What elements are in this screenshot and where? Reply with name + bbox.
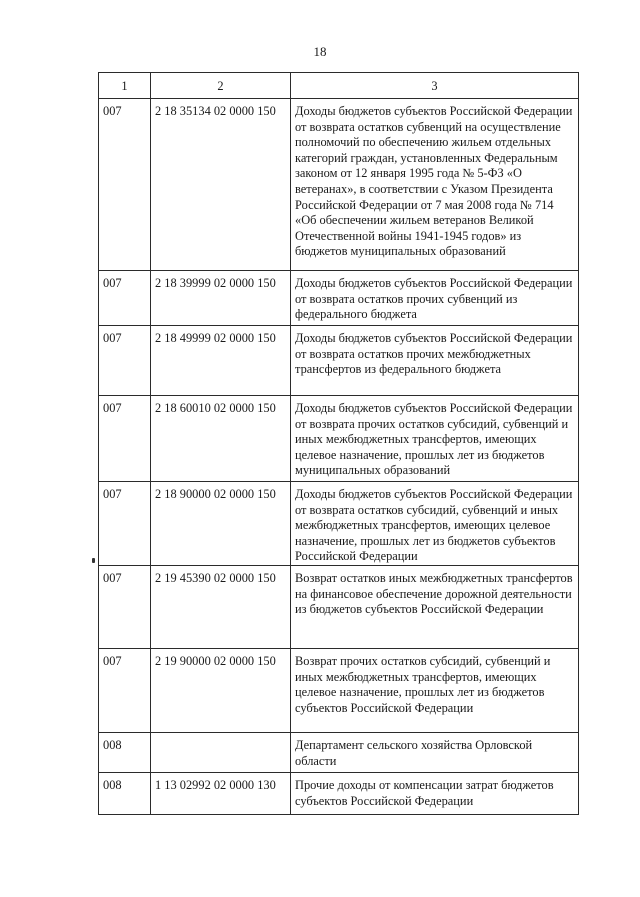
admin-code-cell: 007 xyxy=(99,271,151,326)
income-name-cell: Прочие доходы от компенсации затрат бюджетов субъектов Российской Федерации xyxy=(291,772,579,814)
budget-codes-table xyxy=(98,72,579,815)
column-header-2: 2 xyxy=(151,73,291,99)
budget-code-cell: 2 18 90000 02 0000 150 xyxy=(151,482,291,566)
budget-code-cell: 2 18 49999 02 0000 150 xyxy=(151,326,291,396)
table-row xyxy=(99,772,579,814)
admin-code-cell: 007 xyxy=(99,648,151,732)
table-row xyxy=(99,99,579,271)
budget-code-cell: 2 19 45390 02 0000 150 xyxy=(151,565,291,648)
admin-code-cell: 007 xyxy=(99,326,151,396)
income-name-cell: Доходы бюджетов субъектов Российской Федерации от возврата остатков прочих межбюджетных трансфертов из федерального бюджета xyxy=(291,326,579,396)
scan-mark xyxy=(92,558,95,563)
column-header-3: 3 xyxy=(291,73,579,99)
budget-code-cell xyxy=(151,732,291,772)
admin-code-cell: 008 xyxy=(99,772,151,814)
table-row xyxy=(99,565,579,648)
page-number: 18 xyxy=(313,44,327,59)
admin-code-cell: 007 xyxy=(99,482,151,566)
budget-code-cell: 2 18 35134 02 0000 150 xyxy=(151,99,291,271)
income-name-cell: Доходы бюджетов субъектов Российской Федерации от возврата прочих остатков субсидий, субвенций и иных межбюджетных трансфертов, имеющих целевое назначение, прошлых лет из бюджетов муниципальных образований xyxy=(291,396,579,482)
column-header-1: 1 xyxy=(99,73,151,99)
table-row xyxy=(99,271,579,326)
income-name-cell: Доходы бюджетов субъектов Российской Федерации от возврата остатков субвенций на осуществление полномочий по обеспечению жильем отдельных категорий граждан, установленных Федеральным законом от 12 января 1995 года № 5-ФЗ «О ветеранах», в соответствии с Указом Президента Российской Федерации от 7 мая 2008 года № 714 «Об обеспечении жильем ветеранов Великой Отечественной войны 1941-1945 годов» из бюджетов муниципальных образований xyxy=(291,99,579,271)
table-row xyxy=(99,326,579,396)
table-row xyxy=(99,648,579,732)
income-name-cell: Возврат остатков иных межбюджетных трансфертов на финансовое обеспечение дорожной деятельности из бюджетов субъектов Российской Федерации xyxy=(291,565,579,648)
budget-code-cell: 2 18 60010 02 0000 150 xyxy=(151,396,291,482)
income-name-cell: Возврат прочих остатков субсидий, субвенций и иных межбюджетных трансфертов, имеющих целевое назначение, прошлых лет из бюджетов субъектов Российской Федерации xyxy=(291,648,579,732)
income-name-cell: Доходы бюджетов субъектов Российской Федерации от возврата остатков субсидий, субвенций и иных межбюджетных трансфертов, имеющих целевое назначение, прошлых лет из бюджетов субъектов Российской Федерации xyxy=(291,482,579,566)
table-header-row xyxy=(99,73,579,99)
admin-code-cell: 007 xyxy=(99,565,151,648)
table-row xyxy=(99,482,579,566)
budget-code-cell: 2 19 90000 02 0000 150 xyxy=(151,648,291,732)
table-row xyxy=(99,732,579,772)
income-name-cell: Департамент сельского хозяйства Орловской области xyxy=(291,732,579,772)
admin-code-cell: 007 xyxy=(99,99,151,271)
admin-code-cell: 008 xyxy=(99,732,151,772)
budget-code-cell: 2 18 39999 02 0000 150 xyxy=(151,271,291,326)
admin-code-cell: 007 xyxy=(99,396,151,482)
budget-code-cell: 1 13 02992 02 0000 130 xyxy=(151,772,291,814)
table-row xyxy=(99,396,579,482)
income-name-cell: Доходы бюджетов субъектов Российской Федерации от возврата остатков прочих субвенций из федерального бюджета xyxy=(291,271,579,326)
